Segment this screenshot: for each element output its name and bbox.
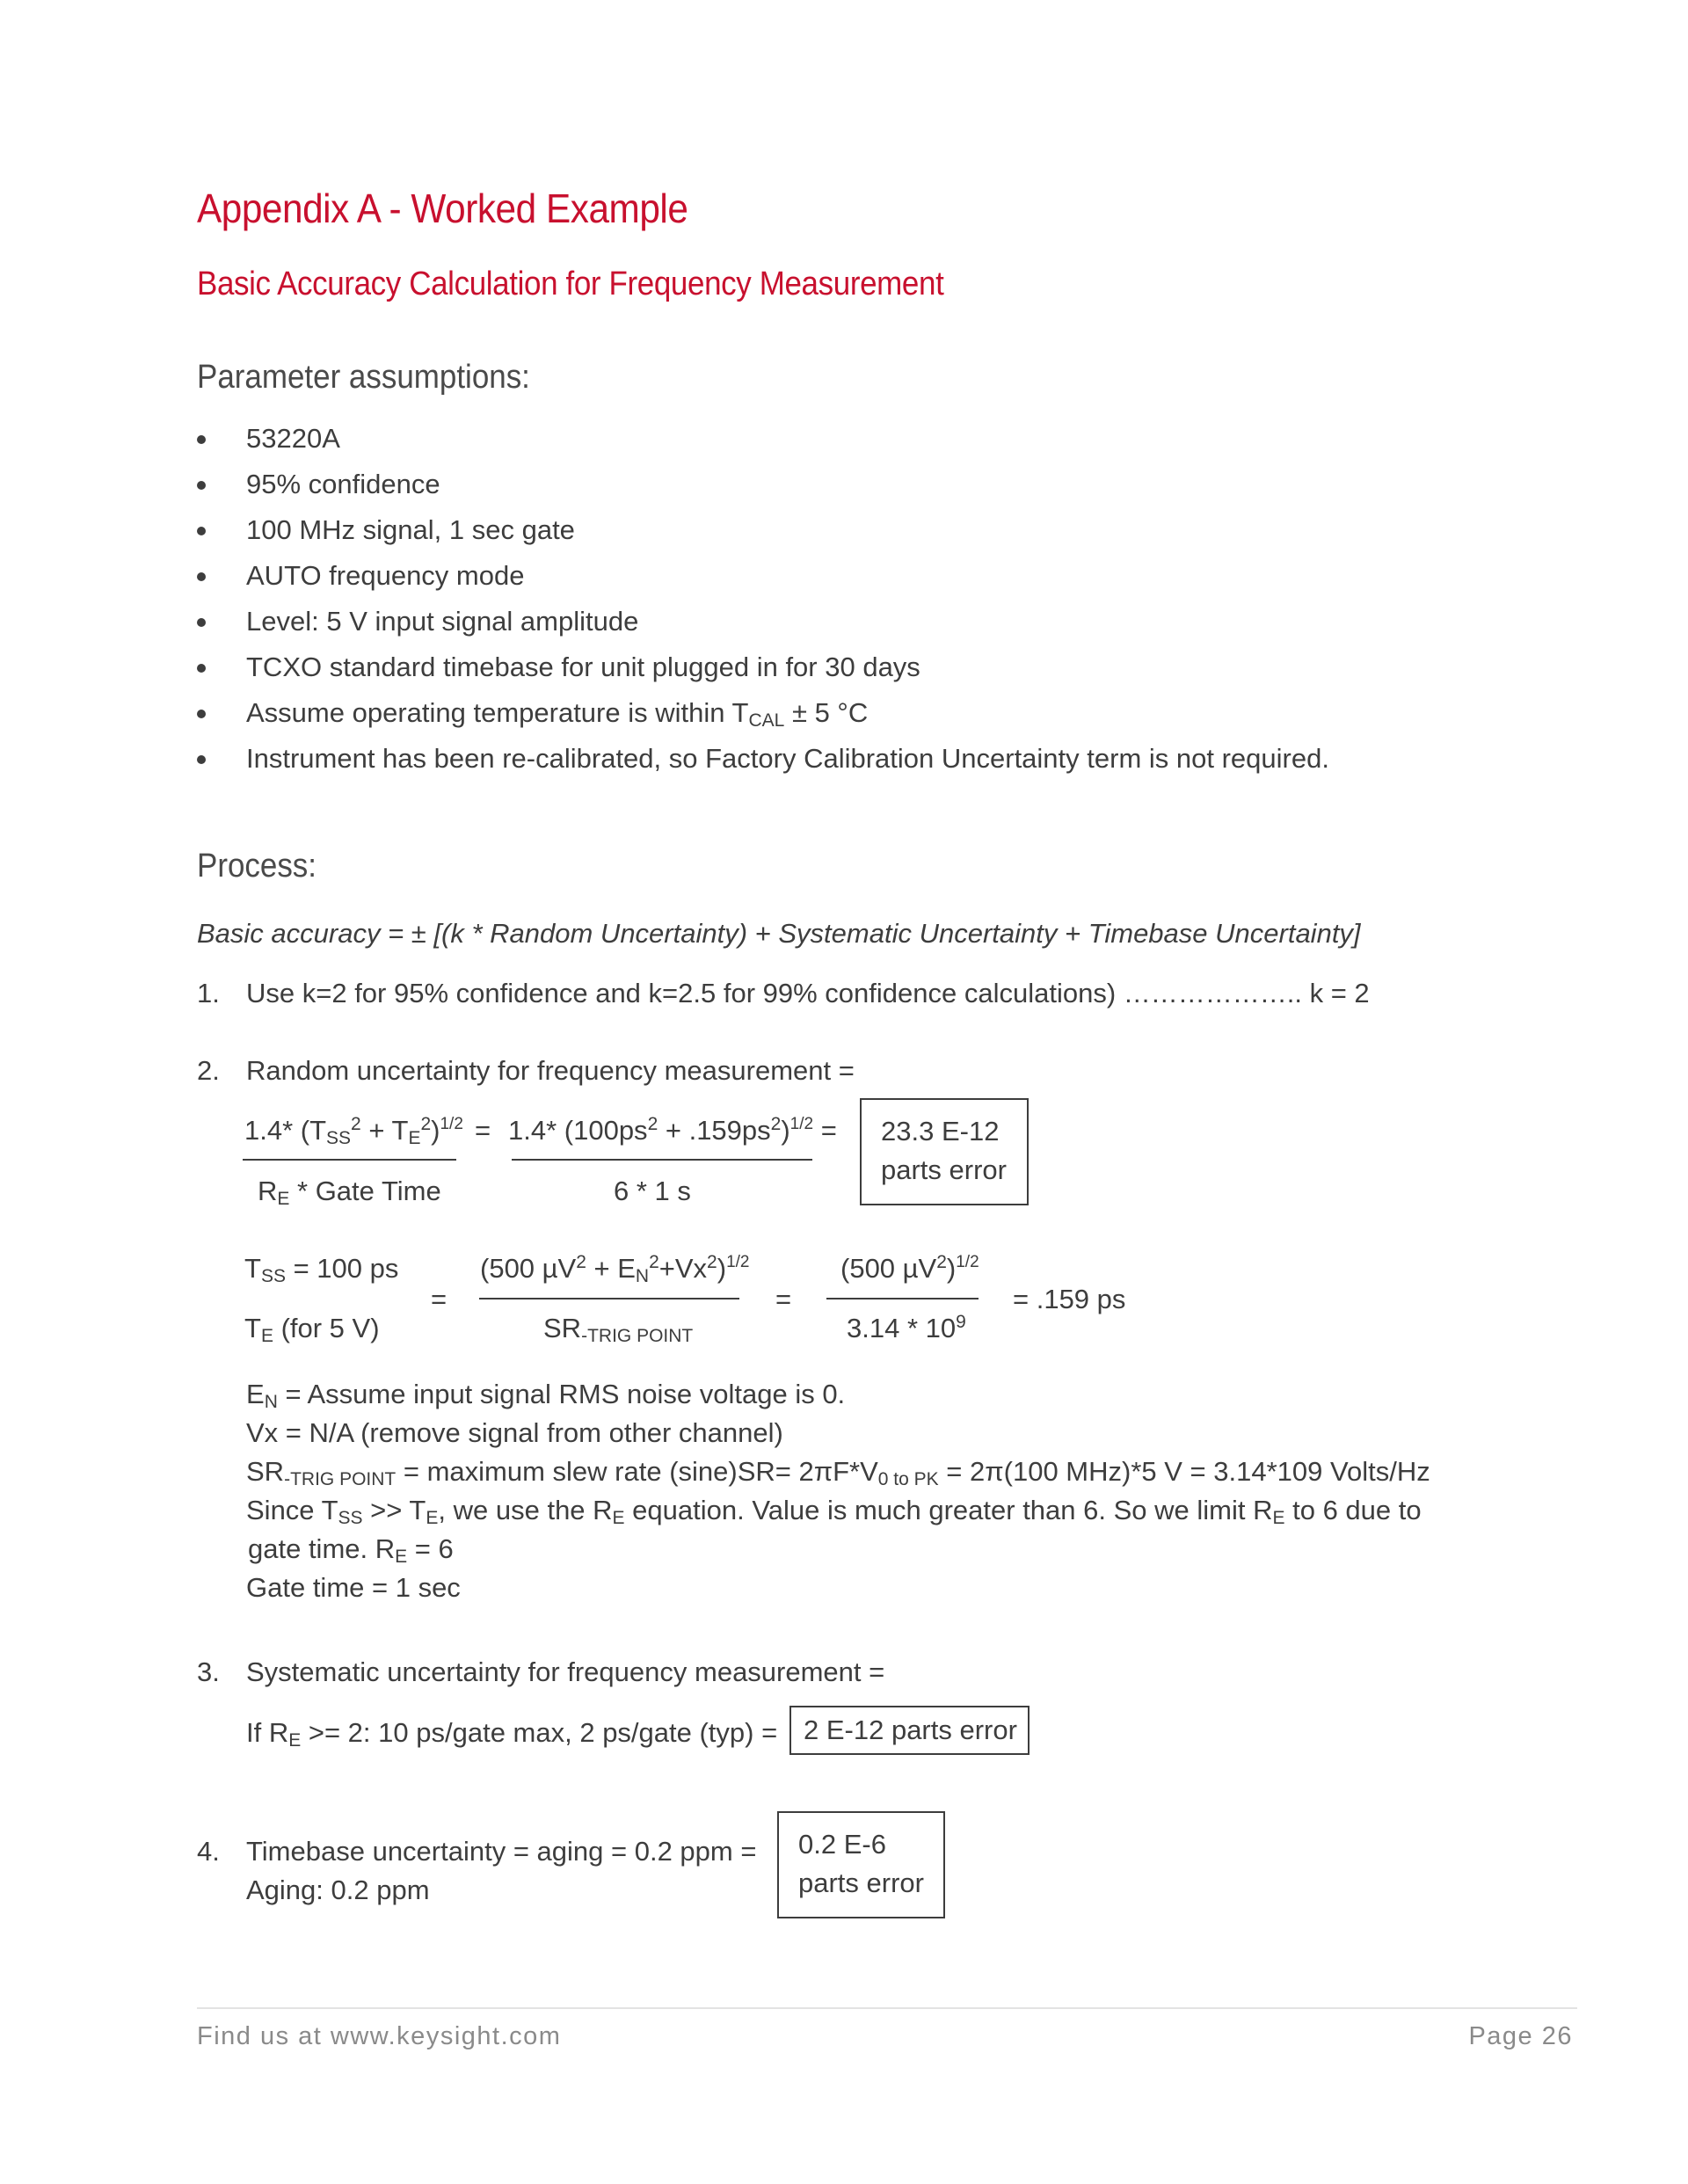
- subscript: E: [426, 1508, 439, 1528]
- subscript: N: [635, 1266, 650, 1286]
- list-item-tail: ± 5 °C: [784, 697, 869, 728]
- superscript: 2: [649, 1252, 659, 1272]
- page-number: Page 26: [1468, 2022, 1573, 2050]
- accuracy-formula: Basic accuracy = ± [(k * Random Uncertainty) + Systematic Uncertainty + Timebase Uncertainty]: [197, 918, 1361, 949]
- footer-divider: [197, 2007, 1577, 2009]
- text: ): [946, 1253, 957, 1284]
- text: T: [244, 1253, 261, 1284]
- text: 1.4* (T: [244, 1115, 327, 1146]
- en-note: [246, 1379, 845, 1410]
- subscript: N: [264, 1392, 278, 1412]
- superscript: 1/2: [440, 1115, 463, 1133]
- list-item: Level: 5 V input signal amplitude: [246, 606, 639, 637]
- text: gate time. R: [248, 1533, 396, 1564]
- text: (500 µV: [480, 1253, 577, 1284]
- bullet-dot-icon: [197, 664, 206, 673]
- eq1-equals: =: [475, 1115, 491, 1146]
- result-line: 0.2 E-6: [798, 1829, 886, 1860]
- bullet-dot-icon: [197, 572, 206, 581]
- subscript: -TRIG POINT: [581, 1326, 694, 1346]
- list-item: AUTO frequency mode: [246, 560, 525, 591]
- text: , we use the R: [438, 1495, 613, 1525]
- aging-note: Aging: 0.2 ppm: [246, 1875, 430, 1905]
- text: ): [431, 1115, 440, 1146]
- superscript: 2: [420, 1114, 432, 1134]
- gate-time-note: Gate time = 1 sec: [246, 1572, 461, 1603]
- fraction-bar: [826, 1298, 979, 1299]
- text: 1.4* (100ps: [508, 1115, 648, 1146]
- text: = 2π(100 MHz)*5 V = 3.14*109 Volts/Hz: [938, 1456, 1430, 1487]
- superscript: 9: [956, 1312, 966, 1332]
- list-item-text: Assume operating temperature is within T: [246, 697, 749, 728]
- result-line: 23.3 E-12: [881, 1116, 1000, 1147]
- page-subtitle: Basic Accuracy Calculation for Frequency Measurement: [197, 266, 944, 302]
- superscript: 2: [707, 1252, 717, 1272]
- eq2-frac2-denominator: [847, 1313, 966, 1344]
- result-line: 2 E-12 parts error: [804, 1714, 1017, 1745]
- text: = 100 ps: [285, 1253, 399, 1284]
- step3-text: Systematic uncertainty for frequency measurement =: [246, 1656, 885, 1687]
- text: * Gate Time: [289, 1176, 441, 1206]
- subscript: -TRIG POINT: [284, 1469, 397, 1489]
- page-title: Appendix A - Worked Example: [197, 186, 688, 231]
- subscript: E: [612, 1508, 625, 1528]
- footer-website: Find us at www.keysight.com: [197, 2022, 562, 2050]
- subscript: 0 to PK: [877, 1469, 939, 1489]
- bullet-dot-icon: [197, 710, 206, 718]
- text: + T: [360, 1115, 409, 1146]
- eq2-frac1-denominator: [543, 1313, 693, 1344]
- text: R: [258, 1176, 278, 1206]
- list-item: TCXO standard timebase for unit plugged in for 30 days: [246, 652, 920, 682]
- superscript: 1/2: [726, 1253, 750, 1271]
- subscript: E: [1272, 1508, 1285, 1528]
- list-item: [246, 697, 868, 729]
- systematic-uncertainty-result-box: [789, 1706, 1030, 1755]
- subscript: E: [288, 1730, 302, 1751]
- eq2-equals: =: [775, 1284, 792, 1314]
- text: E: [246, 1379, 265, 1409]
- superscript: 1/2: [789, 1115, 814, 1133]
- eq1-denominator-a: [258, 1176, 441, 1207]
- eq2-frac1-numerator: [480, 1253, 749, 1285]
- bullet-dot-icon: [197, 435, 206, 444]
- text: 3.14 * 10: [847, 1313, 957, 1343]
- bullet-dot-icon: [197, 481, 206, 490]
- fraction-bar: [479, 1298, 739, 1299]
- text: (500 µV: [840, 1253, 937, 1284]
- result-line: parts error: [881, 1154, 1007, 1185]
- superscript: 2: [576, 1252, 586, 1272]
- eq1-denominator-b: 6 * 1 s: [614, 1176, 691, 1206]
- step-number: 4.: [197, 1836, 220, 1867]
- text: + .159ps: [658, 1115, 771, 1146]
- superscript: 2: [647, 1114, 658, 1134]
- text: + E: [586, 1253, 636, 1284]
- list-item: 95% confidence: [246, 469, 440, 499]
- eq2-frac2-numerator: [840, 1253, 979, 1285]
- text: (for 5 V): [273, 1313, 380, 1343]
- text: >> T: [362, 1495, 426, 1525]
- step4-text: Timebase uncertainty = aging = 0.2 ppm =: [246, 1836, 757, 1867]
- gate-note: [248, 1533, 454, 1565]
- step2-text: Random uncertainty for frequency measurement =: [246, 1055, 855, 1086]
- params-heading: Parameter assumptions:: [197, 359, 530, 396]
- text: +Vx: [658, 1253, 708, 1284]
- step1-text: Use k=2 for 95% confidence and k=2.5 for 99% confidence calculations) ……………….. k = 2: [246, 978, 1370, 1008]
- vx-note: Vx = N/A (remove signal from other channel): [246, 1417, 783, 1448]
- subscript: CAL: [748, 710, 785, 731]
- eq1-numerator-b: [508, 1115, 837, 1147]
- list-item: 100 MHz signal, 1 sec gate: [246, 514, 575, 545]
- text: equation. Value is much greater than 6. So we limit R: [624, 1495, 1273, 1525]
- step-number: 1.: [197, 978, 220, 1008]
- list-item: Instrument has been re-calibrated, so Factory Calibration Uncertainty term is not required.: [246, 743, 1329, 774]
- text: If R: [246, 1717, 289, 1748]
- step3-condition: [246, 1717, 777, 1749]
- list-item: 53220A: [246, 423, 340, 454]
- subscript: E: [277, 1189, 290, 1209]
- text: SR: [246, 1456, 285, 1487]
- text: to 6 due to: [1284, 1495, 1422, 1525]
- text: Since T: [246, 1495, 338, 1525]
- tss-label: [244, 1253, 398, 1285]
- fraction-bar: [243, 1159, 456, 1161]
- superscript: 1/2: [956, 1253, 979, 1271]
- superscript: 2: [770, 1114, 782, 1134]
- superscript: 2: [936, 1252, 947, 1272]
- bullet-dot-icon: [197, 755, 206, 764]
- subscript: SS: [338, 1508, 363, 1528]
- text: ): [781, 1115, 790, 1146]
- bullet-dot-icon: [197, 527, 206, 535]
- process-heading: Process:: [197, 848, 317, 885]
- fraction-bar: [512, 1159, 812, 1161]
- bullet-dot-icon: [197, 618, 206, 627]
- since-note: [246, 1495, 1422, 1526]
- subscript: E: [408, 1128, 421, 1148]
- eq1-numerator-a: [244, 1115, 463, 1147]
- text: = maximum slew rate (sine)SR= 2πF*V: [396, 1456, 878, 1487]
- subscript: SS: [260, 1266, 286, 1286]
- random-uncertainty-result-box: [860, 1098, 1029, 1205]
- sr-note: [246, 1456, 1430, 1488]
- timebase-uncertainty-result-box: [777, 1811, 945, 1918]
- subscript: E: [395, 1547, 408, 1567]
- text: SR: [543, 1313, 582, 1343]
- text: = 6: [407, 1533, 454, 1564]
- eq2-result: = .159 ps: [1013, 1284, 1126, 1314]
- text: T: [244, 1313, 261, 1343]
- subscript: SS: [326, 1128, 352, 1148]
- step-number: 3.: [197, 1656, 220, 1687]
- result-line: parts error: [798, 1867, 924, 1898]
- te-label: [244, 1313, 380, 1344]
- text: = Assume input signal RMS noise voltage is 0.: [277, 1379, 846, 1409]
- subscript: E: [260, 1326, 273, 1346]
- text: >= 2: 10 ps/gate max, 2 ps/gate (typ) =: [301, 1717, 778, 1748]
- eq2-equals: =: [431, 1284, 447, 1314]
- superscript: 2: [351, 1114, 361, 1134]
- text: =: [813, 1115, 837, 1146]
- step-number: 2.: [197, 1055, 220, 1086]
- text: ): [717, 1253, 727, 1284]
